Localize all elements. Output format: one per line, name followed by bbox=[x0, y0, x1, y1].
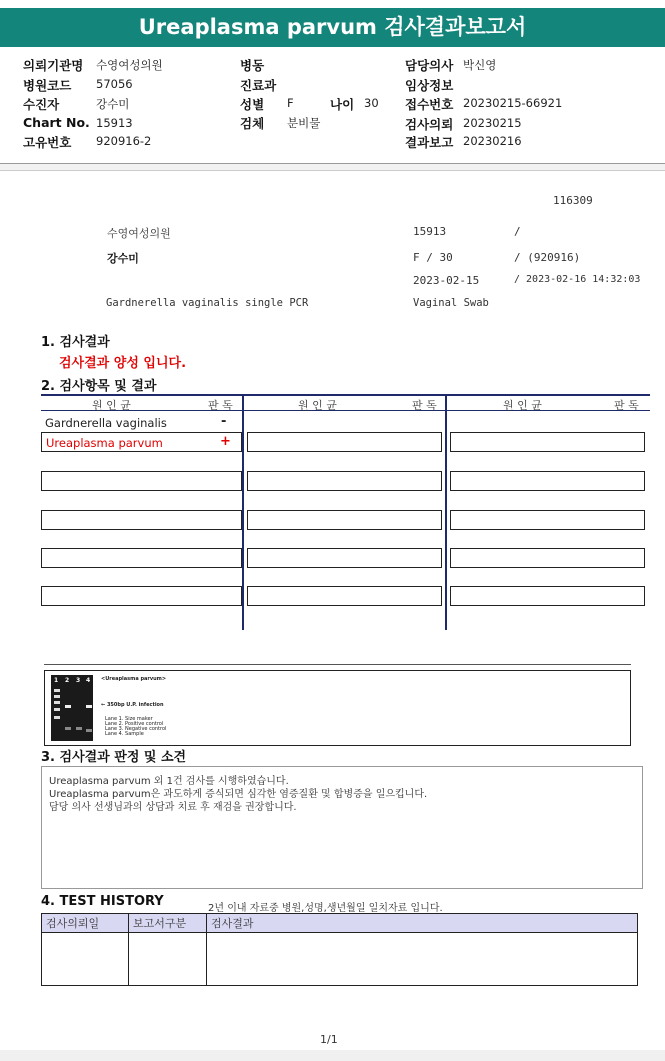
header-label: 결과보고 bbox=[405, 135, 454, 150]
header-label: 임상정보 bbox=[405, 78, 454, 93]
history-table bbox=[41, 913, 638, 986]
history-col-report-type: 보고서구분 bbox=[129, 914, 207, 933]
gel-legend-item: Lane 2. Positive control bbox=[105, 721, 164, 727]
col-judgement-3: 판 독 bbox=[614, 399, 639, 412]
header-label: 수진자 bbox=[23, 97, 60, 112]
result-name: Ureaplasma parvum bbox=[46, 436, 163, 450]
header-age-label: 나이 bbox=[330, 97, 355, 112]
empty-result-box bbox=[247, 510, 442, 530]
empty-result-box bbox=[247, 586, 442, 606]
summary-id: / (920916) bbox=[514, 251, 581, 264]
table-cell bbox=[207, 933, 638, 986]
header-value: 수영여성의원 bbox=[96, 58, 163, 72]
header-doctor bbox=[405, 56, 497, 74]
header-specimen bbox=[240, 114, 321, 132]
empty-result-box bbox=[450, 586, 645, 606]
header-report-date bbox=[405, 133, 522, 151]
header-label: 검사의뢰 bbox=[405, 117, 454, 132]
lane-number: 1 bbox=[54, 677, 59, 684]
header-patient bbox=[23, 95, 130, 113]
gel-band bbox=[86, 705, 92, 708]
result-mark: + bbox=[220, 434, 231, 449]
col-judgement-1: 판 독 bbox=[208, 399, 233, 412]
gel-band bbox=[54, 708, 60, 711]
header-hospital-code bbox=[23, 76, 133, 94]
section1-result: 검사결과 양성 입니다. bbox=[59, 356, 187, 371]
table-cell bbox=[129, 933, 207, 986]
empty-result-box bbox=[41, 548, 242, 568]
empty-result-box bbox=[450, 432, 645, 452]
report-title: Ureaplasma parvum 검사결과보고서 bbox=[0, 8, 665, 47]
section4-note: 2년 이내 자료중 병원,성명,생년월일 일치자료 입니다. bbox=[208, 903, 443, 914]
empty-result-box bbox=[41, 471, 242, 491]
header-sex-value: F bbox=[287, 96, 294, 110]
summary-slash: / bbox=[514, 225, 521, 238]
col-judgement-2: 판 독 bbox=[412, 399, 437, 412]
header-dept-label: 진료과 bbox=[240, 78, 277, 93]
summary-specimen: Vaginal Swab bbox=[413, 297, 489, 309]
page-number: 1/1 bbox=[320, 1033, 338, 1046]
empty-result-box bbox=[41, 510, 242, 530]
summary-request-date: 2023-02-15 bbox=[413, 274, 480, 287]
gel-electrophoresis-image bbox=[51, 675, 93, 741]
table-header-rule bbox=[41, 410, 650, 411]
gel-image-panel bbox=[44, 670, 631, 746]
gel-band bbox=[76, 727, 82, 730]
summary-report-datetime: / 2023-02-16 14:32:03 bbox=[514, 274, 641, 285]
page-top-edge bbox=[0, 170, 665, 171]
header-unique-no bbox=[23, 133, 152, 151]
col-pathogen-2: 원 인 균 bbox=[298, 399, 337, 412]
header-age-value: 30 bbox=[364, 96, 379, 110]
summary-sex-age: F / 30 bbox=[413, 251, 453, 264]
header-specimen-label: 검체 bbox=[240, 116, 265, 131]
empty-result-box bbox=[247, 432, 442, 452]
gel-band bbox=[65, 727, 71, 730]
result-box bbox=[41, 432, 242, 452]
summary-code: 116309 bbox=[553, 194, 593, 207]
header-label: 병원코드 bbox=[23, 78, 72, 93]
summary-chart-no: 15913 bbox=[413, 225, 447, 238]
empty-result-box bbox=[41, 586, 242, 606]
opinion-line: Ureaplasma parvum은 과도하게 증식되면 심각한 염증질환 및 합병증을 일으킵니다. bbox=[49, 789, 428, 800]
gel-band bbox=[54, 689, 60, 692]
section3-title: 3. 검사결과 판정 및 소견 bbox=[41, 750, 187, 765]
column-separator bbox=[445, 395, 447, 630]
header-label: 담당의사 bbox=[405, 58, 454, 73]
header-label: 의뢰기관명 bbox=[23, 58, 84, 73]
history-col-request-date: 검사의뢰일 bbox=[42, 914, 129, 933]
header-clinical-info bbox=[405, 76, 453, 94]
header-value: 20230215 bbox=[463, 116, 522, 130]
gel-band bbox=[54, 701, 60, 704]
lane-number: 4 bbox=[86, 677, 91, 684]
header-value: 강수미 bbox=[96, 97, 130, 111]
gel-band-label bbox=[101, 702, 164, 708]
section1-title: 1. 검사결과 bbox=[41, 335, 110, 350]
header-value: 920916-2 bbox=[96, 134, 152, 148]
header-value: 20230216 bbox=[463, 134, 522, 148]
col-pathogen-3: 원 인 균 bbox=[503, 399, 542, 412]
gel-band bbox=[54, 695, 60, 698]
header-value: 20230215-66921 bbox=[463, 96, 563, 110]
header-request-date bbox=[405, 115, 522, 133]
header-hospital bbox=[23, 56, 163, 74]
header-specimen-value: 분비물 bbox=[287, 116, 321, 130]
header-ward-label: 병동 bbox=[240, 58, 265, 73]
column-separator bbox=[242, 395, 244, 630]
header-sex-label: 성별 bbox=[240, 97, 265, 112]
page-bottom-gap bbox=[0, 1050, 665, 1061]
header-label: 접수번호 bbox=[405, 97, 454, 112]
summary-clinic: 수영여성의원 bbox=[107, 227, 171, 240]
summary-patient: 강수미 bbox=[107, 252, 139, 265]
header-sex-age bbox=[240, 95, 400, 113]
gel-legend-item: Lane 3. Negative control bbox=[105, 726, 167, 732]
header-receipt-no bbox=[405, 95, 563, 113]
arrow-left-icon: ← bbox=[101, 702, 106, 708]
result-name: Gardnerella vaginalis bbox=[45, 416, 167, 430]
gel-band bbox=[54, 716, 60, 719]
lane-number: 2 bbox=[65, 677, 70, 684]
result-mark: - bbox=[221, 414, 227, 429]
header-value: 57056 bbox=[96, 77, 133, 91]
gel-band bbox=[65, 705, 71, 708]
gel-legend-item: Lane 4. Sample bbox=[105, 731, 144, 737]
header-value: 박신영 bbox=[463, 58, 497, 72]
header-value: 15913 bbox=[96, 116, 133, 130]
gel-title: <Ureaplasma parvum> bbox=[101, 676, 167, 682]
section4-title: 4. TEST HISTORY bbox=[41, 894, 164, 909]
table-top-rule bbox=[41, 394, 650, 396]
empty-result-box bbox=[247, 471, 442, 491]
summary-test-name: Gardnerella vaginalis single PCR bbox=[106, 297, 309, 309]
empty-result-box bbox=[450, 510, 645, 530]
opinion-line: Ureaplasma parvum 외 1건 검사를 시행하였습니다. bbox=[49, 776, 289, 787]
header-label: Chart No. bbox=[23, 115, 90, 130]
history-col-result: 검사결과 bbox=[207, 914, 638, 933]
gel-band-text: 350bp U.P. infection bbox=[106, 702, 164, 708]
table-cell bbox=[42, 933, 129, 986]
header-label: 고유번호 bbox=[23, 135, 72, 150]
lane-number: 3 bbox=[76, 677, 81, 684]
section2-title: 2. 검사항목 및 결과 bbox=[41, 379, 157, 394]
gel-band bbox=[86, 729, 92, 732]
header-chart-no bbox=[23, 115, 133, 130]
gel-legend-item: Lane 1. Size maker bbox=[105, 716, 153, 722]
empty-result-box bbox=[450, 471, 645, 491]
empty-result-box bbox=[450, 548, 645, 568]
opinion-line: 담당 의사 선생님과의 상담과 치료 후 재검을 권장합니다. bbox=[49, 802, 297, 813]
col-pathogen-1: 원 인 균 bbox=[92, 399, 131, 412]
table-row bbox=[42, 933, 638, 986]
empty-result-box bbox=[247, 548, 442, 568]
opinion-box bbox=[41, 766, 643, 889]
gel-divider bbox=[44, 664, 631, 665]
